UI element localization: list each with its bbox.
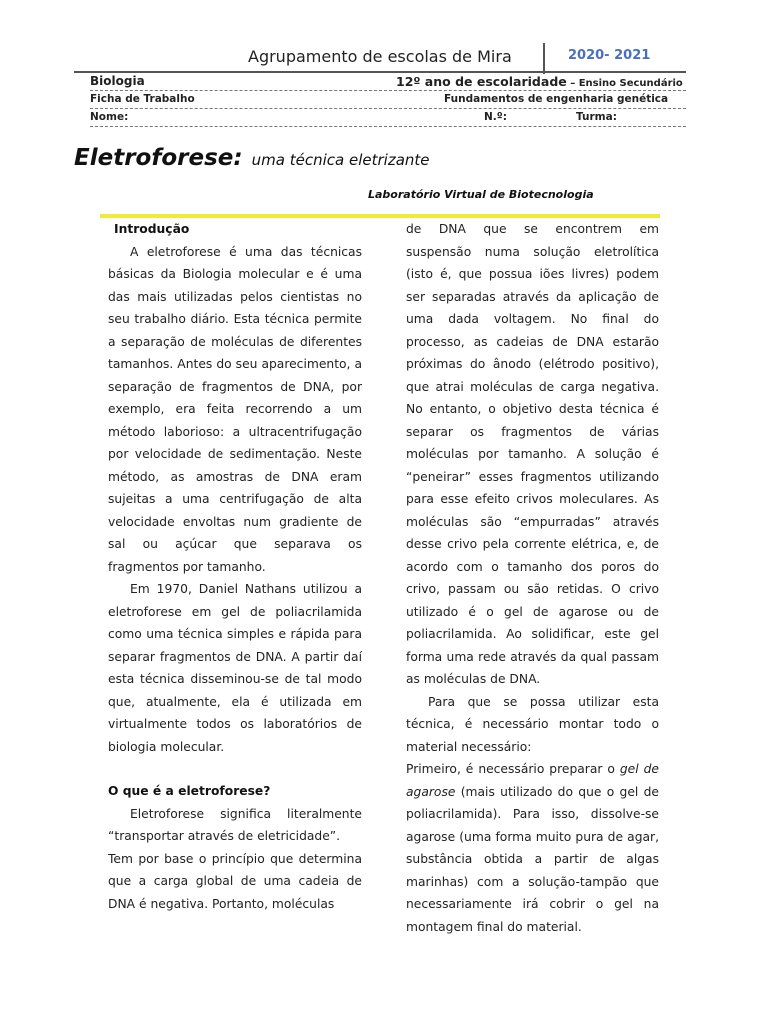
p3-end: (mais utilizado do que o gel de poliacrilamida). Para isso, dissolve-se agarose (uma forma muito pura de agar, substância obtida a partir de algas marinhas) com a solução-tampão que necessariamente irá cobrir o gel na montagem final do material. — [406, 784, 659, 934]
grade-text: 12º ano de escolaridade — [396, 74, 567, 89]
what-paragraph-1: Eletroforese significa literalmente “transportar através de eletricidade”. — [108, 806, 362, 843]
p3-emphasis: gel de agarose — [406, 762, 659, 799]
title-subtitle: uma técnica eletrizante — [251, 151, 430, 169]
right-column — [406, 218, 659, 938]
subject-label: Biologia — [90, 74, 145, 88]
topic-label: Fundamentos de engenharia genética — [444, 93, 669, 105]
intro-heading: Introdução — [114, 222, 190, 236]
row-divider — [90, 90, 686, 91]
what-heading: O que é a eletroforese? — [108, 784, 271, 798]
intro-paragraph-1: A eletroforese é uma das técnicas básicas da Biologia molecular e é uma das mais utilizadas pelos cientistas no seu trabalho diário. Esta técnica permite a separação de moléculas de diferentes tamanhos. Antes do seu aparecimento, a separação de fragmentos de DNA, por exemplo, era feita recorrendo a um método laborioso: a ultracentrifugação por velocidade de sedimentação. Neste método, as amostras de DNA eram sujeitas a uma centrifugação de alta velocidade envoltas num gradiente de sal ou açúcar que separava os fragmentos por tamanho. — [108, 244, 362, 574]
page-title — [74, 145, 430, 171]
worksheet-label: Ficha de Trabalho — [90, 93, 195, 105]
name-field-label: Nome: — [90, 111, 129, 123]
right-paragraph-2: Para que se possa utilizar esta técnica, é necessário montar todo o material necessário: — [406, 694, 659, 754]
school-name: Agrupamento de escolas de Mira — [248, 47, 512, 66]
title-main: Eletroforese: — [74, 145, 243, 171]
p3-start: Primeiro, é necessário preparar o — [406, 762, 620, 776]
spacer — [108, 758, 362, 780]
number-field-label: N.º: — [484, 111, 507, 123]
level-text: – Ensino Secundário — [566, 78, 683, 89]
what-paragraph-2: Tem por base o princípio que determina que a carga global de uma cadeia de DNA é negativa. Portanto, moléculas — [108, 851, 362, 911]
class-field-label: Turma: — [576, 111, 617, 123]
row-divider — [90, 126, 686, 127]
right-paragraph-1: de DNA que se encontrem em suspensão numa solução eletrolítica (isto é, que possua iões livres) podem ser separadas através da aplicação de uma dada voltagem. No final do processo, as cadeias de DNA estarão próximas do ânodo (elétrodo positivo), que atrai moléculas de carga negativa. No entanto, o objetivo desta técnica é separar os fragmentos de várias moléculas por tamanho. A solução é “peneirar” esses fragmentos utilizando para esse efeito crivos moleculares. As moléculas são “empurradas” através desse crivo pela corrente elétrica, e, de acordo com o tamanho dos poros do crivo, passam ou são retidas. O crivo utilizado é o gel de agarose ou de poliacrilamida. Ao solidificar, este gel forma uma rede através da qual passam as moléculas de DNA. — [406, 222, 659, 686]
row-divider — [90, 108, 686, 109]
header-rule — [74, 71, 686, 73]
left-column — [108, 218, 362, 915]
intro-paragraph-2: Em 1970, Daniel Nathans utilizou a eletroforese em gel de poliacrilamida como uma técnica simples e rápida para separar fragmentos de DNA. A partir daí esta técnica disseminou-se de tal modo que, atualmente, ela é utilizada em virtualmente todos os laboratórios de biologia molecular. — [108, 582, 362, 754]
lab-caption: Laboratório Virtual de Biotecnologia — [368, 188, 594, 201]
school-year: 2020- 2021 — [568, 48, 651, 63]
right-paragraph-3 — [406, 758, 659, 938]
grade-label — [396, 74, 683, 89]
header-divider — [543, 43, 545, 74]
